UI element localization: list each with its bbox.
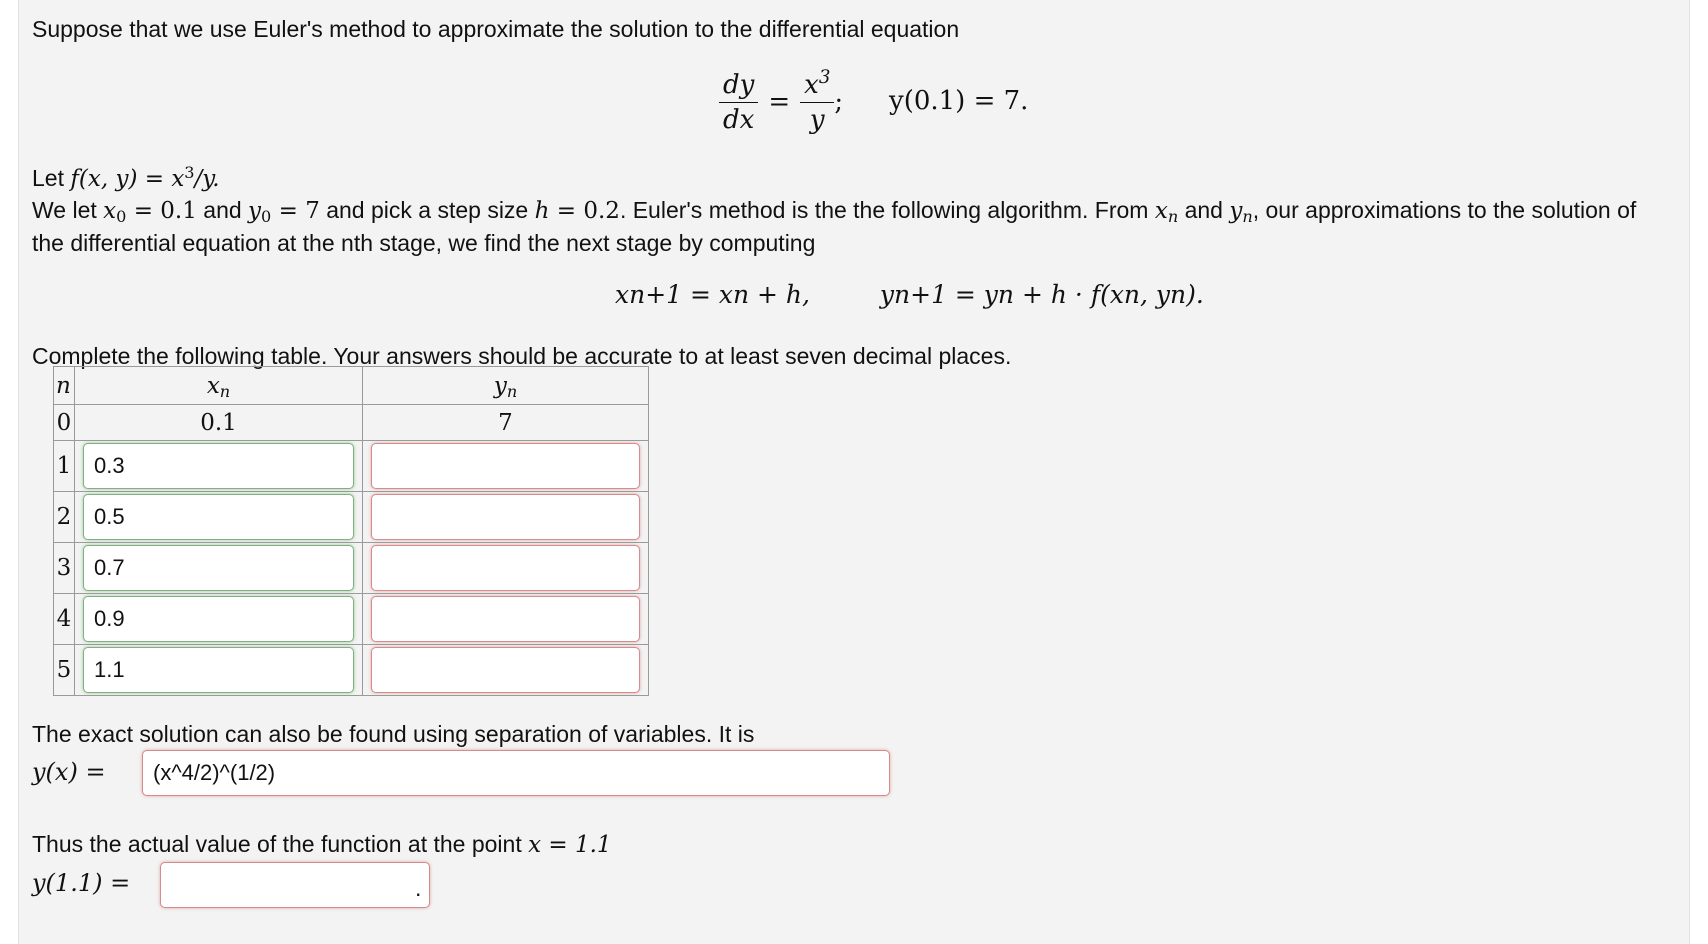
setup-line-2: the differential equation at the nth stage, we find the next stage by computing [32,230,816,256]
y-update: yn+1 = yn + h · f(xn, yn). [879,280,1204,309]
x5-input[interactable]: 1.1 [83,647,354,693]
y5-input[interactable] [371,647,640,693]
y3-input[interactable] [371,545,640,591]
rhs-fraction: $\frac{x^3}{y}$ [800,70,834,135]
x-update: xn+1 = xn + h, [615,280,810,309]
table-row [54,441,649,492]
exact-solution-label: y(x) = [32,758,106,786]
initial-condition: y(0.1) = 7. [889,86,1029,116]
table-instruction: Complete the following table. Your answers should be accurate to at least seven decimal places. [32,343,1012,369]
semicolon: ; [834,87,844,117]
euler-table [53,366,649,696]
y2-input[interactable] [371,494,640,540]
let-f-line: Let f(x, $y) = x^3/y$. [32,162,220,192]
table-row-0 [54,405,649,441]
period: . [415,875,422,901]
y1-input[interactable] [371,443,640,489]
equals-sign: = [768,87,791,117]
table-row [54,594,649,645]
row-index: 5 [54,645,75,696]
row-index: 3 [54,543,75,594]
x2-input[interactable]: 0.5 [83,494,354,540]
setup-line-1: We let $x_0 = 0.1$ and $y_0 = 7$ and pick a step size h = 0.2. Euler's method is the the following algorithm. From $x_n$ and $y_n$, our approximations to the solution of [32,197,1637,227]
header-n: n [54,367,75,405]
x0-value: 0.1 [75,405,363,441]
euler-recurrence [615,278,1204,312]
actual-value-text: Thus the actual value of the function at the point x = 1.1 [32,831,612,858]
row-index: 1 [54,441,75,492]
y0-value: 7 [363,405,649,441]
actual-value-label: y(1.1) = [32,869,131,897]
differential-equation [719,64,843,140]
row-index: 2 [54,492,75,543]
table-row [54,492,649,543]
exact-solution-text: The exact solution can also be found using separation of variables. It is [32,721,755,747]
table-row [54,543,649,594]
y4-input[interactable] [371,596,640,642]
x4-input[interactable]: 0.9 [83,596,354,642]
intro-text: Suppose that we use Euler's method to approximate the solution to the differential equation [32,16,960,42]
table-row [54,645,649,696]
exact-solution-input[interactable]: (x^4/2)^(1/2) [142,750,890,796]
y-1-1-input[interactable] [160,862,430,908]
x3-input[interactable]: 0.7 [83,545,354,591]
header-yn: $y_n$ [363,367,649,405]
row-index: 0 [54,405,75,441]
problem-panel [18,0,1690,944]
dy-dx-fraction: $\frac{dy}{dx}$ [719,70,758,135]
table-header-row [54,367,649,405]
header-xn: $x_n$ [75,367,363,405]
x1-input[interactable]: 0.3 [83,443,354,489]
row-index: 4 [54,594,75,645]
